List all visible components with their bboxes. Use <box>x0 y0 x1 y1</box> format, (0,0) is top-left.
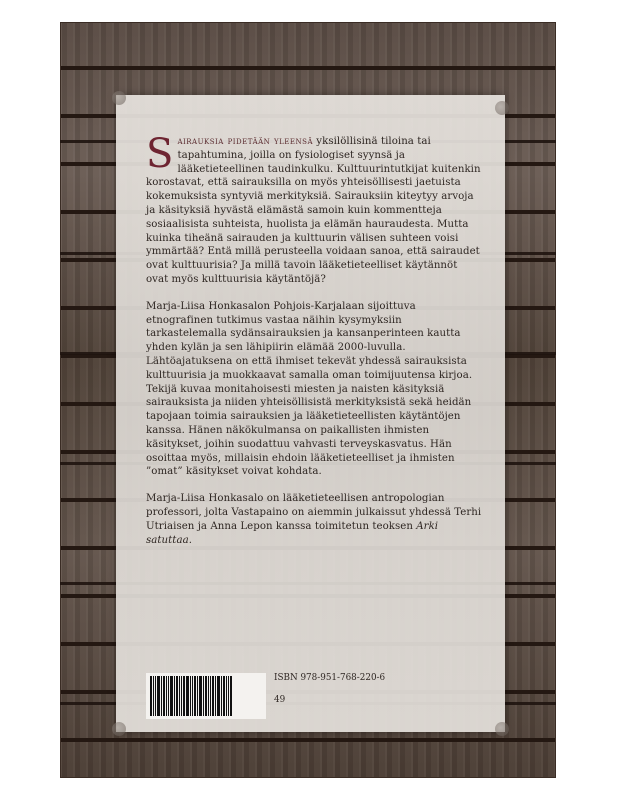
price-code: 49 <box>274 695 286 705</box>
drop-cap: S <box>146 131 174 177</box>
blurb-text <box>146 131 482 560</box>
author-end: . <box>188 534 192 546</box>
text-panel <box>116 95 505 732</box>
isbn-number: ISBN 978-951-768-220-6 <box>274 673 386 683</box>
intro-paragraph <box>146 131 482 287</box>
barcode-block <box>146 673 486 723</box>
intro-text: yksilöllisinä tiloina tai tapahtumina, joilla on fysiologiset syynsä ja lääketieteellinen taudinkulku. Kulttuurintutkijat kuitenkin korostavat, että sairauksilla on myös yhteisöllisesti jaetuista kokemuksista syntyviä merkityksiä. Sairauksiin kiteytyy arvoja ja käsityksiä hyvästä elämästä samoin kuin kommentteja sosiaalisista suhteista, huolista ja elämän hauraudesta. Mutta kuinka tiheänä sairauden ja kulttuurin välisen suhteen voisi ymmärtää? Entä millä perusteella voidaan sanoa, että sairaudet ovat kulttuurisia? Ja millä tavoin lääketieteelliset käytännöt ovat myös kulttuurisia käytäntöjä? <box>146 136 481 285</box>
author-paragraph <box>146 492 482 547</box>
barcode-icon <box>146 673 266 719</box>
book-back-cover <box>60 22 556 778</box>
pin-icon <box>112 91 126 105</box>
pin-icon <box>112 722 126 736</box>
description-paragraph: Marja-Liisa Honkasalon Pohjois-Karjalaan sijoittuva etnografinen tutkimus vastaa näihin kysymyksiin tarkastelemalla sydänsairauksien ja kansanperinteen kautta yhden kylän ja sen lähipiirin elämää 2000-luvulla. Lähtöajatuksena on että ihmiset tekevät yhdessä sairauksista kulttuurisia ja muokkaavat samalla oman toimijuutensa kirjoa. Tekijä kuvaa monitahoisesti miesten ja naisten käsityksiä sairauksista ja niiden yhteisöllisistä merkityksistä sekä heidän tapojaan toimia sairauksien ja lääketieteellisten käytäntöjen kanssa. Hänen näkökulmansa on paikallisten ihmisten käsitykset, joihin suodattuu vahvasti terveyskasvatus. Hän osoittaa myös, millaisin ehdoin lääketieteelliset ja ihmisten ”omat” käsitykset voivat kohdata. <box>146 300 473 478</box>
author-text: Marja-Liisa Honkasalo on lääketieteellisen antropologian professori, jolta Vastapaino on aiemmin julkaissut yhdessä Terhi Utriaisen ja Anna Lepon kanssa toimitetun teoksen <box>146 493 482 532</box>
intro-smallcaps: airauksia pidetään yleensä <box>177 136 314 147</box>
book-title: Arki satuttaa <box>146 520 439 546</box>
pin-icon <box>495 101 509 115</box>
pin-icon <box>495 722 509 736</box>
